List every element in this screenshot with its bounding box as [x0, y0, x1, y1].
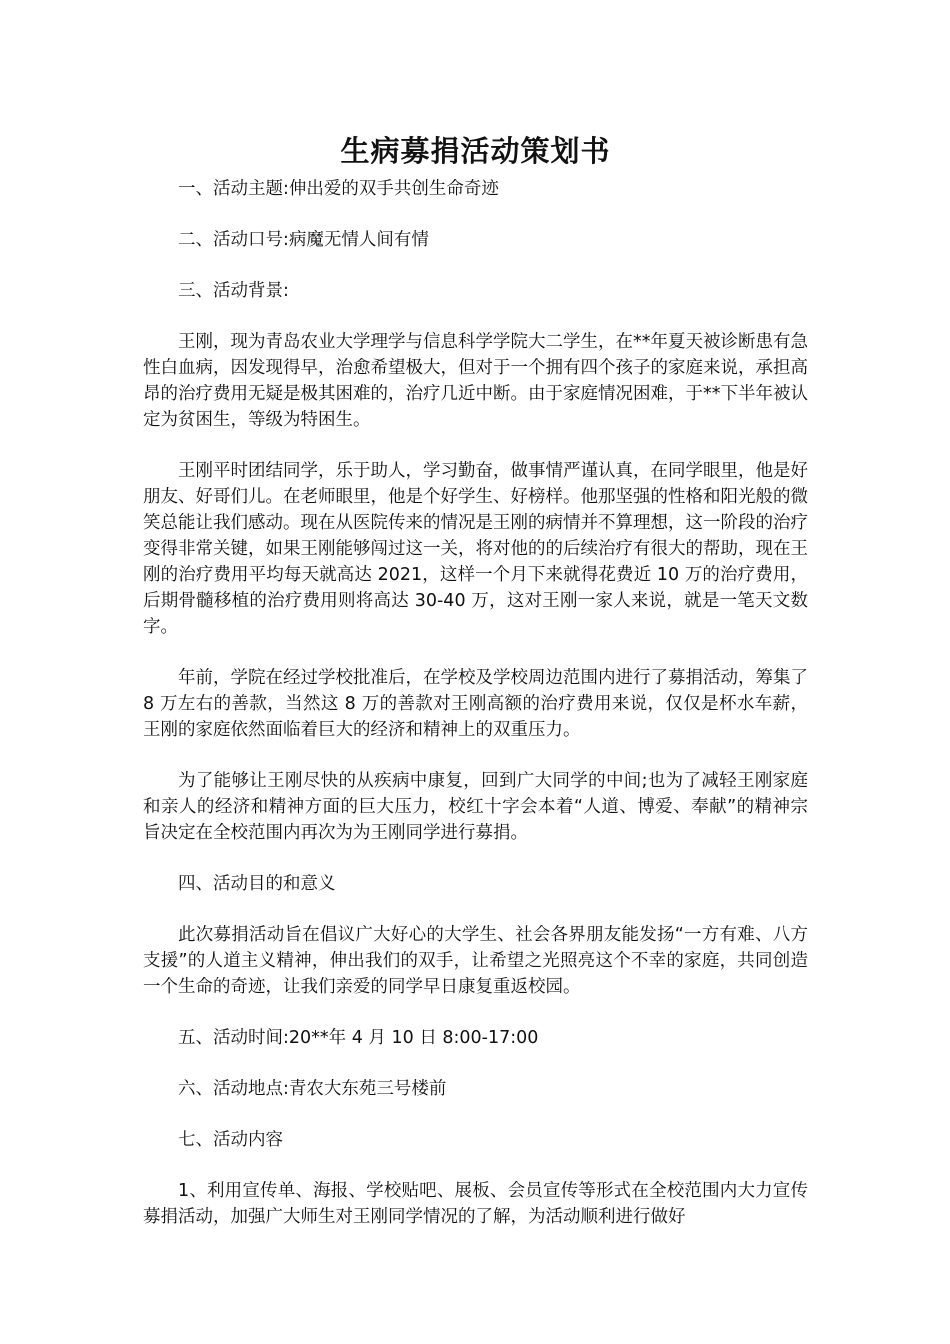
section-background-heading: 三、活动背景: [178, 281, 289, 301]
section-slogan: 二、活动口号:病魔无情人间有情 [178, 230, 429, 250]
section-content-heading: 七、活动内容 [178, 1130, 283, 1150]
document-title: 生病募捐活动策划书 [340, 134, 611, 168]
section-time: 五、活动时间:20**年 4 月 10 日 8:00-17:00 [178, 1028, 539, 1048]
purpose-paragraph: 此次募捐活动旨在倡议广大好心的大学生、社会各界朋友能发扬“一方有难、八方支援”的人道主义精神，伸出我们的双手，让希望之光照亮这个不幸的家庭，共同创造一个生命的奇迹，让我们亲爱的同学早日康复重返校园。 [143, 925, 808, 997]
content-paragraph-1: 1、利用宣传单、海报、学校贴吧、展板、会员宣传等形式在全校范围内大力宣传募捐活动，加强广大师生对王刚同学情况的了解，为活动顺利进行做好 [143, 1181, 808, 1227]
section-place: 六、活动地点:青农大东苑三号楼前 [178, 1079, 447, 1099]
section-theme: 一、活动主题:伸出爱的双手共创生命奇迹 [178, 179, 499, 199]
background-paragraph-3: 年前，学院在经过学校批准后，在学校及学校周边范围内进行了募捐活动，筹集了 8 万左右的善款，当然这 8 万的善款对王刚高额的治疗费用来说，仅仅是杯水车薪，王刚的家庭依然面临着巨大的经济和精神上的双重压力。 [143, 668, 808, 740]
section-purpose-heading: 四、活动目的和意义 [178, 874, 336, 894]
background-paragraph-1: 王刚，现为青岛农业大学理学与信息科学学院大二学生，在**年夏天被诊断患有急性白血病，因发现得早，治愈希望极大，但对于一个拥有四个孩子的家庭来说，承担高昂的治疗费用无疑是极其困难的，治疗几近中断。由于家庭情况困难，于**下半年被认定为贫困生，等级为特困生。 [143, 332, 808, 430]
document-page [143, 128, 808, 1230]
background-paragraph-2: 王刚平时团结同学，乐于助人，学习勤奋，做事情严谨认真，在同学眼里，他是好朋友、好哥们儿。在老师眼里，他是个好学生、好榜样。他那坚强的性格和阳光般的微笑总能让我们感动。现在从医院传来的情况是王刚的病情并不算理想，这一阶段的治疗变得非常关键，如果王刚能够闯过这一关，将对他的的后续治疗有很大的帮助，现在王刚的治疗费用平均每天就高达 2021，这样一个月下来就得花费近 10 万的治疗费用，后期骨髓移植的治疗费用则将高达 30-40 万，这对王刚一家人来说，就是一笔天文数字。 [143, 461, 808, 637]
background-paragraph-4: 为了能够让王刚尽快的从疾病中康复，回到广大同学的中间;也为了减轻王刚家庭和亲人的经济和精神方面的巨大压力，校红十字会本着“人道、博爱、奉献”的精神宗旨决定在全校范围内再次为为王刚同学进行募捐。 [143, 771, 808, 843]
